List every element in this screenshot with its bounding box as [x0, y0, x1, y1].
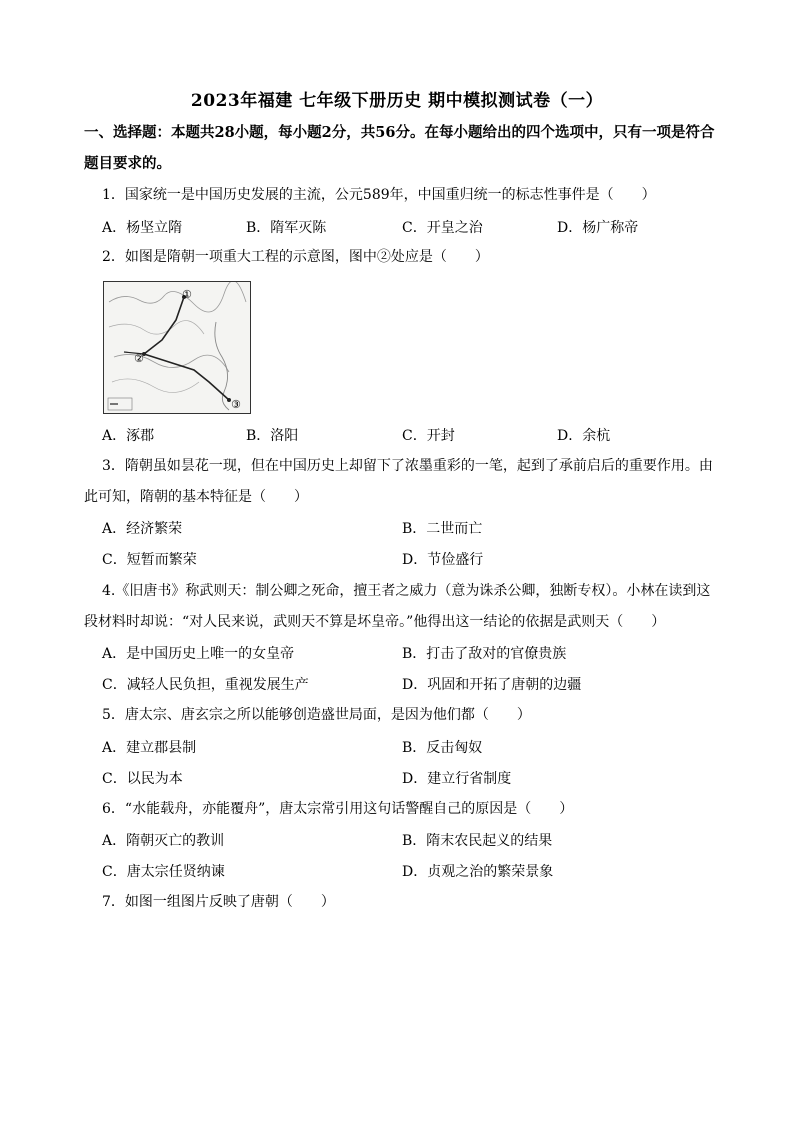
question-5-options-row2 [102, 768, 722, 790]
option-d: D．余杭 [557, 428, 611, 444]
option-b: B．隋末农民起义的结果 [402, 833, 553, 849]
option-c: C．唐太宗任贤纳谏 [102, 864, 225, 880]
option-c: C．减轻人民负担，重视发展生产 [102, 677, 309, 693]
option-d: D．贞观之治的繁荣景象 [402, 864, 554, 880]
question-1-options [102, 217, 722, 239]
option-a: A．隋朝灭亡的教训 [102, 833, 225, 849]
question-6-options-row1 [102, 830, 722, 852]
option-c: C．开封 [402, 428, 455, 444]
option-c: C．开皇之治 [402, 220, 483, 236]
question-3-options-row1 [102, 518, 722, 540]
exam-title: 2023年福建 七年级下册历史 期中模拟测试卷（一） [190, 91, 604, 111]
question-4-options-row1 [102, 643, 722, 665]
option-a: A．经济繁荣 [102, 521, 183, 537]
map-label-3: ③ [231, 398, 241, 411]
question-6-stem: 6．“水能载舟，亦能覆舟”，唐太宗常引用这句话警醒自己的原因是（ ） [102, 801, 574, 817]
question-4-stem: 4.《旧唐书》称武则天：制公卿之死命，擅王者之威力（意为诛杀公卿，独断专权）。小林在读到这段材料时却说：“对人民来说，武则天不算是坏皇帝。”他得出这一结论的依据是武则天（ ） [84, 583, 711, 630]
question-5-options-row1 [102, 737, 722, 759]
question-2-stem: 2．如图是隋朝一项重大工程的示意图，图中②处应是（ ） [102, 249, 489, 265]
section-heading: 一、选择题：本题共28小题，每小题2分，共56分。在每小题给出的四个选项中，只有一项是符合题目要求的。 [84, 124, 715, 172]
option-d: D．节俭盛行 [402, 552, 484, 568]
question-5-stem: 5．唐太宗、唐玄宗之所以能够创造盛世局面，是因为他们都（ ） [102, 707, 531, 723]
question-4-options-row2 [102, 674, 722, 696]
option-c: C．以民为本 [102, 771, 183, 787]
option-d: D．杨广称帝 [557, 220, 639, 236]
option-b: B．二世而亡 [402, 521, 483, 537]
option-b: B．反击匈奴 [402, 740, 483, 756]
option-d: D．巩固和开拓了唐朝的边疆 [402, 677, 582, 693]
option-b: B．隋军灭陈 [246, 220, 327, 236]
option-b: B．打击了敌对的官僚贵族 [402, 646, 567, 662]
question-2-options [102, 425, 722, 447]
option-a: A．建立郡县制 [102, 740, 197, 756]
option-a: A．是中国历史上唯一的女皇帝 [102, 646, 295, 662]
question-7-stem: 7．如图一组图片反映了唐朝（ ） [102, 894, 335, 910]
option-c: C．短暂而繁荣 [102, 552, 197, 568]
option-a: A．涿郡 [102, 428, 155, 444]
option-b: B．洛阳 [246, 428, 299, 444]
question-6-options-row2 [102, 861, 722, 883]
map-label-2: ② [134, 352, 144, 365]
option-a: A．杨坚立隋 [102, 220, 183, 236]
question-3-stem: 3．隋朝虽如昙花一现，但在中国历史上却留下了浓墨重彩的一笔，起到了承前启后的重要作用。由此可知，隋朝的基本特征是（ ） [84, 458, 713, 505]
question-3-options-row2 [102, 549, 722, 571]
option-d: D．建立行省制度 [402, 771, 512, 787]
map-label-1: ① [182, 288, 192, 301]
canal-map-graphic [104, 282, 250, 413]
grand-canal-map [103, 281, 251, 414]
question-1-stem: 1．国家统一是中国历史发展的主流，公元589年，中国重归统一的标志性事件是（ ） [102, 187, 656, 203]
